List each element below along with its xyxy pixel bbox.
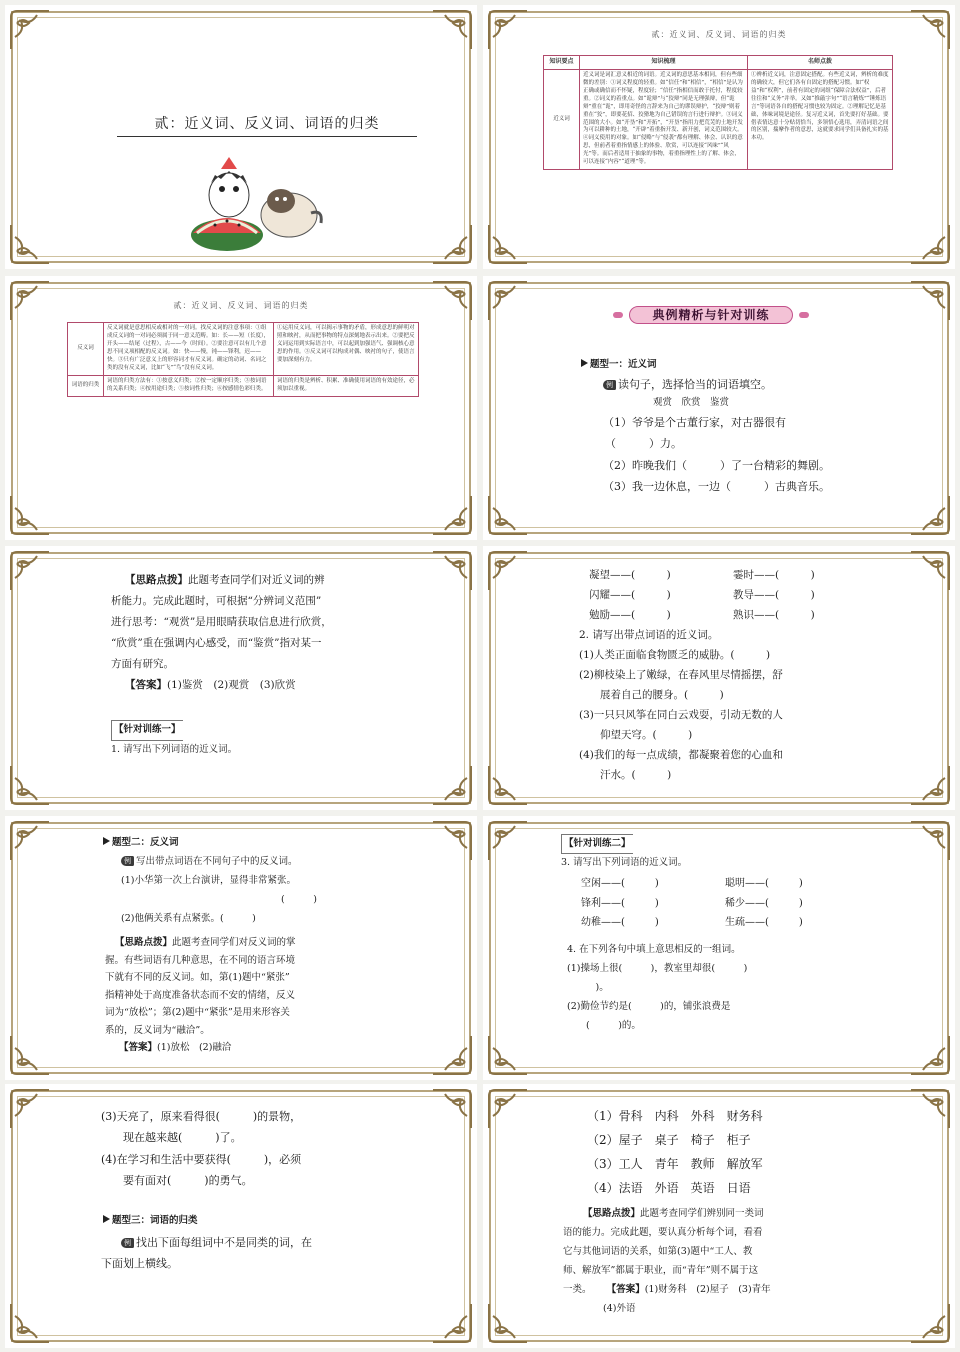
corner-ornament-icon xyxy=(429,1300,475,1346)
slide-2[interactable] xyxy=(483,5,955,269)
question-2: 2. 请写出带点词语的近义词。 (1)人类正面临食物匮乏的威胁。( ) (2)柳枝染上了嫩绿，在春风里尽情摇摆，舒 展着自己的腰身。( ) (3)一只只风筝在同白云戏耍，引动无数的人 仰望天穹。( ) (4)我们的每一点成绩，都凝聚着您的心血和 汗水。( ) xyxy=(579,629,783,781)
corner-ornament-icon xyxy=(485,1032,531,1078)
slide-1[interactable] xyxy=(5,5,477,269)
corner-ornament-icon xyxy=(429,1032,475,1078)
corner-ornament-icon xyxy=(907,1032,953,1078)
table-row xyxy=(68,323,419,376)
corner-ornament-icon xyxy=(429,762,475,808)
triangle-bullet-icon xyxy=(103,837,110,845)
corner-ornament-icon xyxy=(429,7,475,53)
corner-ornament-icon xyxy=(7,7,53,53)
slide-7[interactable] xyxy=(5,816,477,1080)
cat-and-dog-illustration-icon xyxy=(181,153,331,251)
knowledge-table-synonyms xyxy=(543,55,893,170)
hint-block: 【思路点拨】此题考查同学们对反义词的掌 握。有些词语有几种意思，在不同的语言环境 下就有不同的反义词。如，第(1)题中“紧张” 指精神处于高度准备状态而不安的情绪，反义 词为“放松”；第(2)题中“紧张”是用来形容关 系的，反义词为“融洽”。 【答案】(1)放松 (2)融洽 xyxy=(105,937,296,1054)
question-type-label: 题型三：词语的归类 xyxy=(103,1212,198,1231)
corner-ornament-icon xyxy=(907,548,953,594)
question-type-label: 题型一：近义词 xyxy=(581,356,657,375)
corner-ornament-icon xyxy=(7,492,53,538)
running-title: 贰：近义词、反义词、词语的归类 xyxy=(651,30,787,39)
corner-ornament-icon xyxy=(907,818,953,864)
table-row xyxy=(544,69,893,170)
corner-ornament-icon xyxy=(429,221,475,267)
running-title: 贰：近义词、反义词、词语的归类 xyxy=(173,301,309,310)
slide-8[interactable] xyxy=(483,816,955,1080)
corner-ornament-icon xyxy=(429,548,475,594)
slide-6[interactable] xyxy=(483,546,955,810)
slide-10[interactable] xyxy=(483,1084,955,1348)
corner-ornament-icon xyxy=(907,492,953,538)
slide-5[interactable] xyxy=(5,546,477,810)
table-cell-knowledge: 词语的归类方法有：①按意义归类；②按一定顺序归类；③按词语的关系归类；④按用途归类；⑤按词性归类；⑥按感情色彩归类。 xyxy=(104,375,274,396)
corner-ornament-icon xyxy=(907,1300,953,1346)
table-header: 名师点拨 xyxy=(748,56,893,70)
corner-ornament-icon xyxy=(429,818,475,864)
table-cell-kind: 近义词 xyxy=(544,69,580,170)
synonym-pairs: 凝望——( ) 霎时——( ) 闪耀——( ) 教导——( ) 勉励——( ) 熟识——( ) xyxy=(589,569,815,621)
corner-ornament-icon xyxy=(7,818,53,864)
table-cell-kind: 反义词 xyxy=(68,323,104,376)
question-4: 4. 在下列各句中填上意思相反的一组词。 (1)操场上很( )，教室里却很( ) )。 (2)勤俭节约是( )的，铺张浪费是 ( )的。 xyxy=(567,944,748,1031)
example-tag: 例 xyxy=(603,380,616,390)
example-tag: 例 xyxy=(121,856,134,866)
corner-ornament-icon xyxy=(7,1086,53,1132)
corner-ornament-icon xyxy=(7,221,53,267)
drill-2: 【针对训练二】 3. 请写出下列词语的近义词。 xyxy=(561,834,687,872)
corner-ornament-icon xyxy=(485,1300,531,1346)
slide-3[interactable] xyxy=(5,276,477,540)
table-cell-kind: 词语的归类 xyxy=(68,375,104,396)
table-cell-tips: 词语的归类是辨析、积累、准确使用词语的有效途径，必须加以重视。 xyxy=(274,375,419,396)
corner-ornament-icon xyxy=(485,762,531,808)
corner-ornament-icon xyxy=(429,492,475,538)
corner-ornament-icon xyxy=(485,221,531,267)
corner-ornament-icon xyxy=(907,1086,953,1132)
corner-ornament-icon xyxy=(485,1086,531,1132)
slide-4[interactable] xyxy=(483,276,955,540)
word-options: 观赏 欣赏 鉴赏 xyxy=(653,397,730,408)
slide-9[interactable] xyxy=(5,1084,477,1348)
table-row xyxy=(68,375,419,396)
question-type-label: 题型二：反义词 xyxy=(103,834,179,853)
banner-title: 典例精析与针对训练 xyxy=(629,306,793,324)
corner-ornament-icon xyxy=(7,1300,53,1346)
example-classification: 例 找出下面每组词中不是同类的词，在 下面划上横线。 xyxy=(101,1236,312,1271)
corner-ornament-icon xyxy=(7,762,53,808)
word-group: （4）法语 外语 英语 日语 xyxy=(587,1181,751,1195)
table-header: 知识要点 xyxy=(544,56,580,70)
table-cell-knowledge: 近义词是词汇意义相近的词语。近义词的意思基本相同，但有些细微的差别：①词义程度的轻重。如“信任”和“相信”，“相信”是认为正确或确信而不怀疑，程度轻；“信任”指相信而敢于托付，程度较重。②词义的着重点。如“诡辩”与“狡辩”同是无理强辩，但“诡辩”重在“诡”，即用奇怪的言辞来为自己的谬误辩护，“狡辩”则着重在“狡”，即要花招、狡猾地为自己错误的言行进行辩护。③词义范围的大小。如“开垦”和“开拓”，“开垦”指用力把荒芜的土地开发为可以耕种的土地，“开辟”着重指开发、新开创，词义范围较大。④词义使用的对象。如“侵略”与“侵袭”都有理解、体会、认识的意思，但前者着重指情感上的体验、欣赏，可以连接“风味”“风光”等。而后者适用于抽象的事物，着重指理性上的了解、体会，可以连接“内容”“道理”等。 xyxy=(580,69,748,170)
corner-ornament-icon xyxy=(7,548,53,594)
corner-ornament-icon xyxy=(907,278,953,324)
corner-ornament-icon xyxy=(429,1086,475,1132)
word-groups xyxy=(587,1104,763,1200)
hint-block: 【思路点拨】此题考查同学们对近义词的辨 析能力。完成此题时，可根据“分辨词义范围” 进行思考：“观赏”是用眼睛获取信息进行欣赏， “欣赏”重在强调内心感受，而“鉴赏”指对某一 方面有研究。 【答案】(1)鉴赏 (2)观赏 (3)欣赏 xyxy=(111,574,332,691)
word-group: （1）骨科 内科 外科 财务科 xyxy=(587,1109,763,1123)
example-antonyms: 例 写出带点词语在不同句子中的反义词。 (1)小华第一次上台演讲，显得非常紧张。 ( ) (2)他俩关系有点紧张。( ) xyxy=(121,856,317,924)
table-cell-knowledge: 反义词就是意思相反或相对的一对词。找反义词的注意事项：①组成反义词的一对词必须属于同一意义范畴。如：长——短（长度），开头——结尾（过程），古——今（时间）。②要注意可以有几个意思不同义项相配的反义词。如：快——慢，钝——锋利，迟——快。③只有广泛意义上的形容词才有反义词。确定的动词、名词之类的没有反义词，比如“飞”“鸟”没有反义词。 xyxy=(104,323,274,376)
question-1: （1）爷爷是个古董行家，对古器很有 （ ）力。 （2）昨晚我们（ ）了一台精彩的舞剧。 （3）我一边休息，一边（ ）古典音乐。 xyxy=(603,416,830,494)
section-banner xyxy=(613,302,809,328)
example-tag: 例 xyxy=(121,1238,134,1248)
question-4-continued: (3)天亮了，原来看得很( )的景物， 现在越来越( )了。 (4)在学习和生活中要获得( )，必须 要有面对( )的勇气。 xyxy=(101,1110,302,1188)
cover-title: 贰：近义词、反义词、词语的归类 xyxy=(117,113,417,137)
table-header: 知识梳理 xyxy=(580,56,748,70)
hint-block: 【思路点拨】此题考查同学们辨别同一类词 语的能力。完成此题，要认真分析每个词，看看 它与其他词语的关系，如第(3)题中“工人、教 师、解放军”都属于职业，而“青年”则不属于这 一类。 【答案】(1)财务科 (2)屋子 (3)青年 (4)外语 xyxy=(563,1208,771,1314)
word-group: （3）工人 青年 教师 解放军 xyxy=(587,1157,763,1171)
knowledge-table-antonyms xyxy=(67,322,419,397)
corner-ornament-icon xyxy=(7,1032,53,1078)
corner-ornament-icon xyxy=(485,278,531,324)
table-cell-tips: ①辨析近义词，注意固定搭配。有些近义词，辨析的难度的确较大，但它们各有自固定的搭配习惯。如“权益”和“权利”，前者有固定的词组“保障合法权益”，后者往往和“义务”并举。又如“推敲字句”“语言精炼”“锤炼语言”等词语各自的搭配习惯也较为固定。②理解记忆是基础，体味词境是途径。复习近义词，首先要打好基础。要借表情达意十分贴切恰当，多领悟心选用，弄清词语之间的区别，揣摩作者的意思，这就要求同学们具备扎实的基本功。 xyxy=(748,69,893,170)
corner-ornament-icon xyxy=(485,548,531,594)
corner-ornament-icon xyxy=(485,492,531,538)
triangle-bullet-icon xyxy=(103,1215,110,1223)
corner-ornament-icon xyxy=(485,818,531,864)
drill-1: 【针对训练一】 1. 请写出下列词语的近义词。 xyxy=(111,720,237,759)
synonym-pairs: 空闲——( ) 聪明——( ) 锋利——( ) 稀少——( ) 幼稚——( ) 生疏——( ) xyxy=(581,878,803,928)
table-cell-tips: ①运用反义词，可以揭示事物的矛盾，形成意思的鲜明对照和映衬，从而把事物的特点深刻地表示出来。②要把反义词运用到实际语言中，可以起到加强语气、强调核心意思的作用。③反义词可以构成对偶、映衬的句子，使语言要加深刻有力。 xyxy=(274,323,419,376)
example-prompt: 例 读句子，选择恰当的词语填空。 xyxy=(603,374,772,395)
triangle-bullet-icon xyxy=(581,359,588,367)
corner-ornament-icon xyxy=(907,221,953,267)
corner-ornament-icon xyxy=(907,762,953,808)
word-group: （2）屋子 桌子 椅子 柜子 xyxy=(587,1133,751,1147)
